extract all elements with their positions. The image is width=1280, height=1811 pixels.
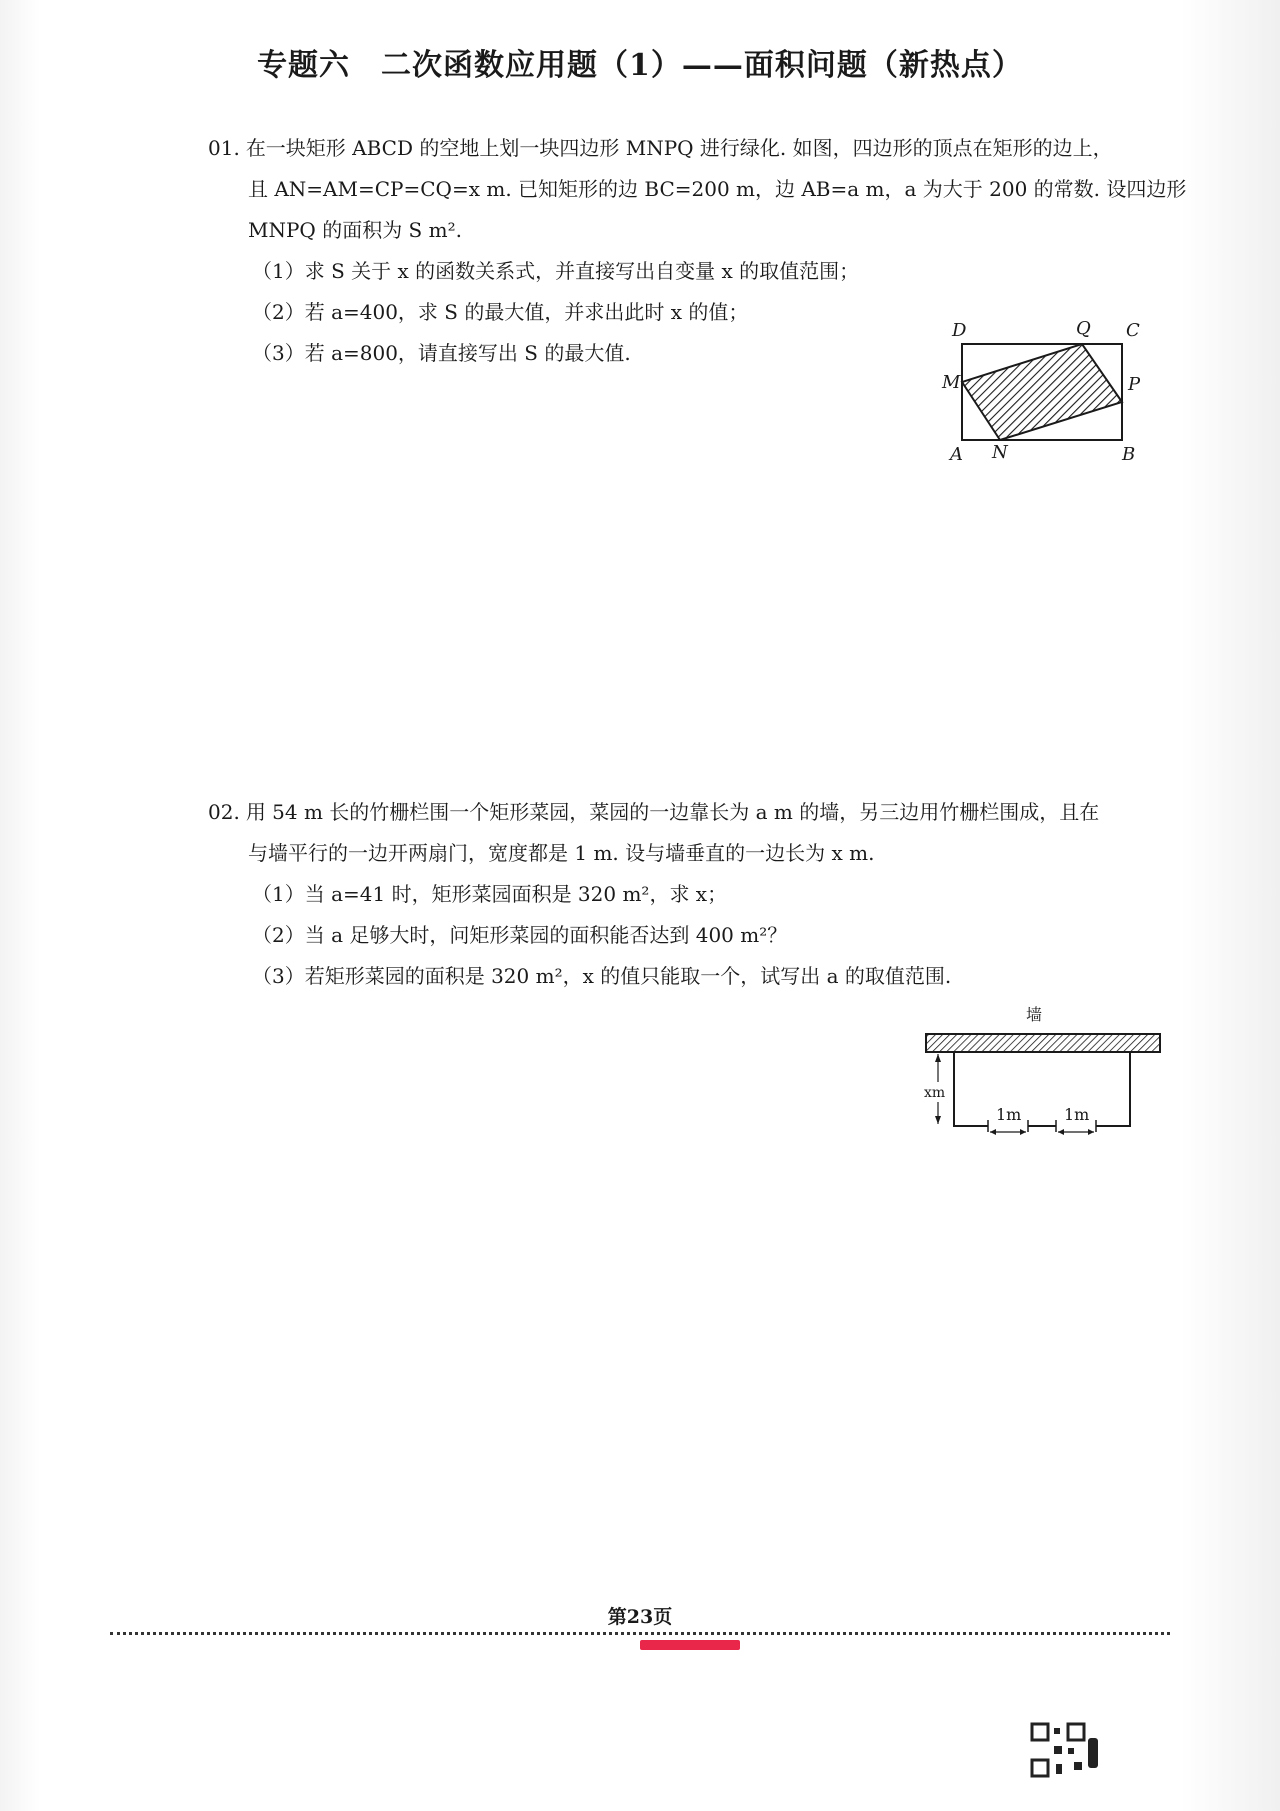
- label-d: D: [952, 320, 967, 341]
- label-p: P: [1128, 374, 1141, 395]
- page-title: 专题六 二次函数应用题（1）——面积问题（新热点）: [257, 48, 1023, 83]
- problem-2-line-2: 与墙平行的一边开两扇门，宽度都是 1 m. 设与墙垂直的一边长为 x m.: [248, 841, 875, 865]
- label-q: Q: [1076, 318, 1091, 339]
- problem-1-line-2: 且 AN=AM=CP=CQ=x m. 已知矩形的边 BC=200 m，边 AB=a m，a 为大于 200 的常数. 设四边形: [248, 177, 1187, 201]
- problem-1-part-2: （2）若 a=400，求 S 的最大值，并求出此时 x 的值；: [252, 300, 749, 324]
- brand-mark-icon: [1088, 1738, 1098, 1768]
- label-n: N: [992, 442, 1008, 463]
- problem-2-part-3: （3）若矩形菜园的面积是 320 m²，x 的值只能取一个，试写出 a 的取值范围.: [252, 964, 952, 988]
- wall-label: 墙: [1026, 1005, 1043, 1024]
- problem-1-line-3: MNPQ 的面积为 S m².: [248, 218, 462, 242]
- problem-2-part-1: （1）当 a=41 时，矩形菜园面积是 320 m²，求 x；: [252, 882, 728, 906]
- quadrilateral-mnpq: [962, 344, 1122, 440]
- problem-1-number: 01.: [208, 136, 240, 160]
- problem-2-line-1: 02. 用 54 m 长的竹栅栏围一个矩形菜园，菜园的一边靠长为 a m 的墙，另三边用竹栅栏围成，且在: [208, 800, 1100, 824]
- watermark-logo: [1030, 1722, 1250, 1782]
- fence-left: [954, 1052, 988, 1126]
- side-label: xm: [924, 1085, 946, 1101]
- problem-1-line-1: 01. 在一块矩形 ABCD 的空地上划一块四边形 MNPQ 进行绿化. 如图，四边形的顶点在矩形的边上，: [208, 136, 1113, 160]
- page-number: 第23页: [607, 1606, 673, 1628]
- door-2-label: 1m: [1064, 1105, 1090, 1124]
- wall: [926, 1034, 1160, 1052]
- label-c: C: [1126, 320, 1140, 341]
- fence-right: [1096, 1052, 1130, 1126]
- problem-2: [208, 792, 1188, 997]
- footer-accent-bar: [640, 1640, 740, 1650]
- door-1-label: 1m: [996, 1105, 1022, 1124]
- problem-2-part-2: （2）当 a 足够大时，问矩形菜园的面积能否达到 400 m²？: [252, 923, 788, 947]
- label-m: M: [942, 372, 961, 393]
- rectangle-figure: [930, 318, 1150, 468]
- footer-divider: [110, 1632, 1170, 1635]
- problem-2-number: 02.: [208, 800, 240, 824]
- label-a: A: [950, 444, 963, 465]
- garden-figure: [918, 1002, 1168, 1152]
- problem-1-part-3: （3）若 a=800，请直接写出 S 的最大值.: [252, 341, 631, 365]
- qr-code-icon: [1030, 1722, 1086, 1778]
- problem-1-part-1: （1）求 S 关于 x 的函数关系式，并直接写出自变量 x 的取值范围；: [252, 259, 860, 283]
- label-b: B: [1122, 444, 1136, 465]
